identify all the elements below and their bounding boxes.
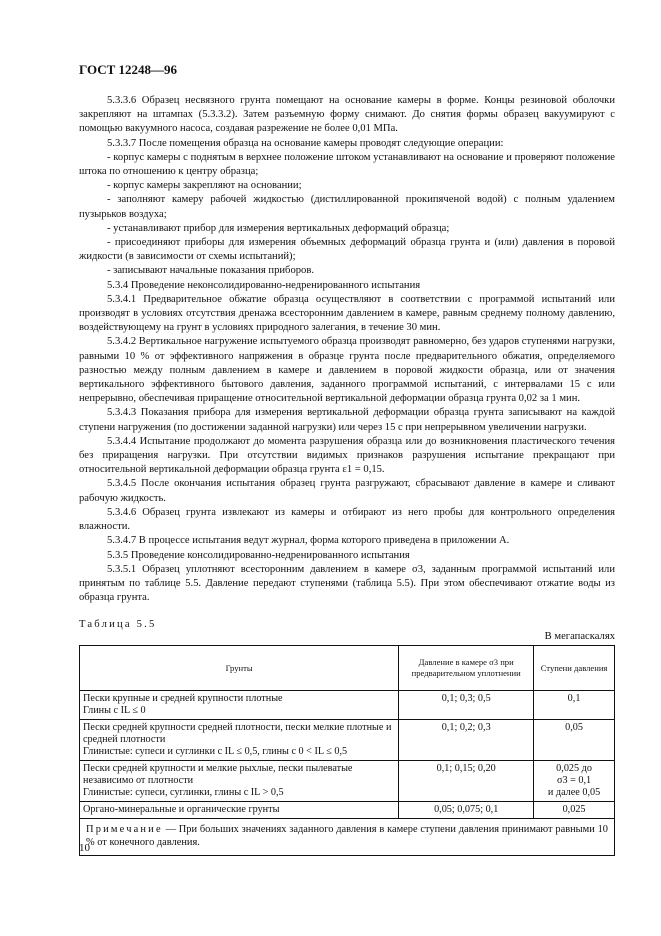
paragraph: - корпус камеры закрепляют на основании;	[107, 180, 302, 192]
paragraph: - записывают начальные показания приборов.	[107, 265, 314, 277]
note-text: — При больших значениях заданного давления в камере ступени давления принимают равными 10 % от конечного давления.	[86, 824, 608, 848]
cell-line: Глины с IL ≤ 0	[83, 705, 146, 716]
paragraph: 5.3.4.4 Испытание продолжают до момента разрушения образца или до возникновения пластического течения без приращения нагрузки. При отсутствии видимых признаков разрушения испытание прекращают при относительной вертикальной деформации образца грунта ε1 = 0,15.	[79, 435, 615, 476]
cell-soil	[80, 761, 399, 802]
paragraph: 5.3.5.1 Образец уплотняют всесторонним давлением в камере σ3, заданным программой испытаний или принятым по таблице 5.5. Давление передают ступенями (таблица 5.5). При этом обеспечивают отжатие воды из образца грунта.	[79, 563, 615, 604]
document-code: ГОСТ 12248—96	[79, 62, 178, 77]
header-pressure-steps: Ступени давления	[534, 646, 615, 691]
header-chamber-pressure: Давление в камере σ3 при предварительном уплотнении	[399, 646, 534, 691]
paragraph: - устанавливают прибор для измерения вертикальных деформаций образца;	[107, 222, 450, 234]
cell-line: 0,1; 0,2; 0,3	[441, 722, 491, 733]
table-caption: Таблица 5.5	[79, 619, 157, 630]
cell-line: Пески средней крупности средней плотности, пески мелкие плотные и средней плотности	[83, 722, 392, 745]
table-row	[80, 720, 615, 761]
note-title: Примечание	[86, 824, 163, 835]
cell-pressure	[399, 691, 534, 720]
table-note-row	[80, 819, 615, 856]
soil-pressure-table	[79, 645, 615, 856]
cell-line: 0,05	[565, 722, 583, 733]
cell-line: 0,1	[567, 693, 581, 704]
cell-pressure	[399, 761, 534, 802]
cell-line: σ3 = 0,1	[556, 775, 592, 786]
paragraph: 5.3.4.5 После окончания испытания образец грунта разгружают, сбрасывают давление в камере и сливают рабочую жидкость.	[79, 478, 615, 504]
cell-line: 0,05; 0,075; 0,1	[434, 804, 499, 815]
cell-steps	[534, 720, 615, 761]
cell-steps	[534, 691, 615, 720]
cell-line: Органо-минеральные и органические грунты	[83, 804, 280, 815]
table-unit: В мегапаскалях	[544, 631, 615, 642]
cell-steps	[534, 802, 615, 819]
cell-line: и далее 0,05	[547, 787, 601, 798]
paragraph: 5.3.4.2 Вертикальное нагружение испытуемого образца производят равномерно, без ударов ступенями нагрузки, равными 10 % от эффективного напряжения в образце грунта после предварительного обжатия, определяемого разностью между полным давлением в камере и давлением в поровой жидкости образца, или от значения вертикального эффективного бытового давления, заданного программой испытаний, с интервалами 15 с или непрерывно, обеспечивая приращение относительной вертикальной деформации образца грунта 0,02 за 1 мин.	[79, 336, 615, 405]
cell-line: 0,1; 0,15; 0,20	[436, 763, 496, 774]
cell-steps	[534, 761, 615, 802]
page-number: 10	[79, 842, 90, 854]
paragraph: - заполняют камеру рабочей жидкостью (дистиллированной прокипяченой водой) с полным удалением пузырьков воздуха;	[79, 194, 615, 220]
table-header-row	[80, 646, 615, 691]
cell-line: Пески средней крупности и мелкие рыхлые, пески пылеватые независимо от плотности	[83, 763, 353, 786]
paragraph: 5.3.4.6 Образец грунта извлекают из камеры и отбирают из него пробы для контрольного определения влажности.	[79, 506, 615, 533]
cell-soil	[80, 802, 399, 819]
cell-soil	[80, 691, 399, 720]
cell-pressure	[399, 802, 534, 819]
paragraph: 5.3.3.7 После помещения образца на основание камеры проводят следующие операции:	[107, 137, 504, 149]
paragraph: 5.3.3.6 Образец несвязного грунта помещают на основание камеры в форме. Концы резиновой оболочки закрепляют на штампах (5.3.3.2). Затем разъемную форму снимают. До снятия формы образец вакуумируют с помощью вакуумного насоса, создавая разрежение не более 0,01 МПа.	[79, 95, 615, 135]
cell-line: Глинистые: супеси, суглинки, глины с IL > 0,5	[83, 787, 284, 798]
table-row	[80, 761, 615, 802]
cell-line: 0,1; 0,3; 0,5	[441, 693, 491, 704]
paragraph: 5.3.4.1 Предварительное обжатие образца осуществляют в соответствии с программой испытаний или производят в условиях отсутствия дренажа всесторонним давлением в камере, равным среднему полному давлению, воздействующему на грунт в условиях природного залегания, в течение 30 мин.	[79, 293, 615, 334]
header-soils: Грунты	[80, 646, 399, 691]
cell-line: 0,025 до	[556, 763, 592, 774]
table-row	[80, 802, 615, 819]
cell-pressure	[399, 720, 534, 761]
table-note	[80, 819, 615, 856]
paragraph: 5.3.4 Проведение неконсолидированно-недренированного испытания	[107, 279, 421, 291]
cell-line: Пески крупные и средней крупности плотные	[83, 693, 283, 704]
paragraph: - присоединяют приборы для измерения объемных деформаций образца грунта и (или) давления в поровой жидкости (в зависимости от схемы испытаний);	[79, 237, 615, 263]
cell-line: 0,025	[562, 804, 586, 815]
paragraph: - корпус камеры с поднятым в верхнее положение штоком устанавливают на основание и проверяют положение штока по отношению к центру образца;	[79, 151, 615, 178]
cell-soil	[80, 720, 399, 761]
table-row	[80, 691, 615, 720]
paragraph: 5.3.5 Проведение консолидированно-недренированного испытания	[107, 549, 410, 561]
cell-line: Глинистые: супеси и суглинки с IL ≤ 0,5, глины с 0 < IL ≤ 0,5	[83, 746, 348, 757]
paragraph: 5.3.4.7 В процессе испытания ведут журнал, форма которого приведена в приложении А.	[107, 535, 510, 547]
paragraph: 5.3.4.3 Показания прибора для измерения вертикальной деформации образца грунта записывают на каждой ступени нагружения (по достижении заданной нагрузки) или через 15 с при непрерывном увеличении нагрузки.	[79, 407, 615, 433]
body-text	[79, 94, 615, 605]
